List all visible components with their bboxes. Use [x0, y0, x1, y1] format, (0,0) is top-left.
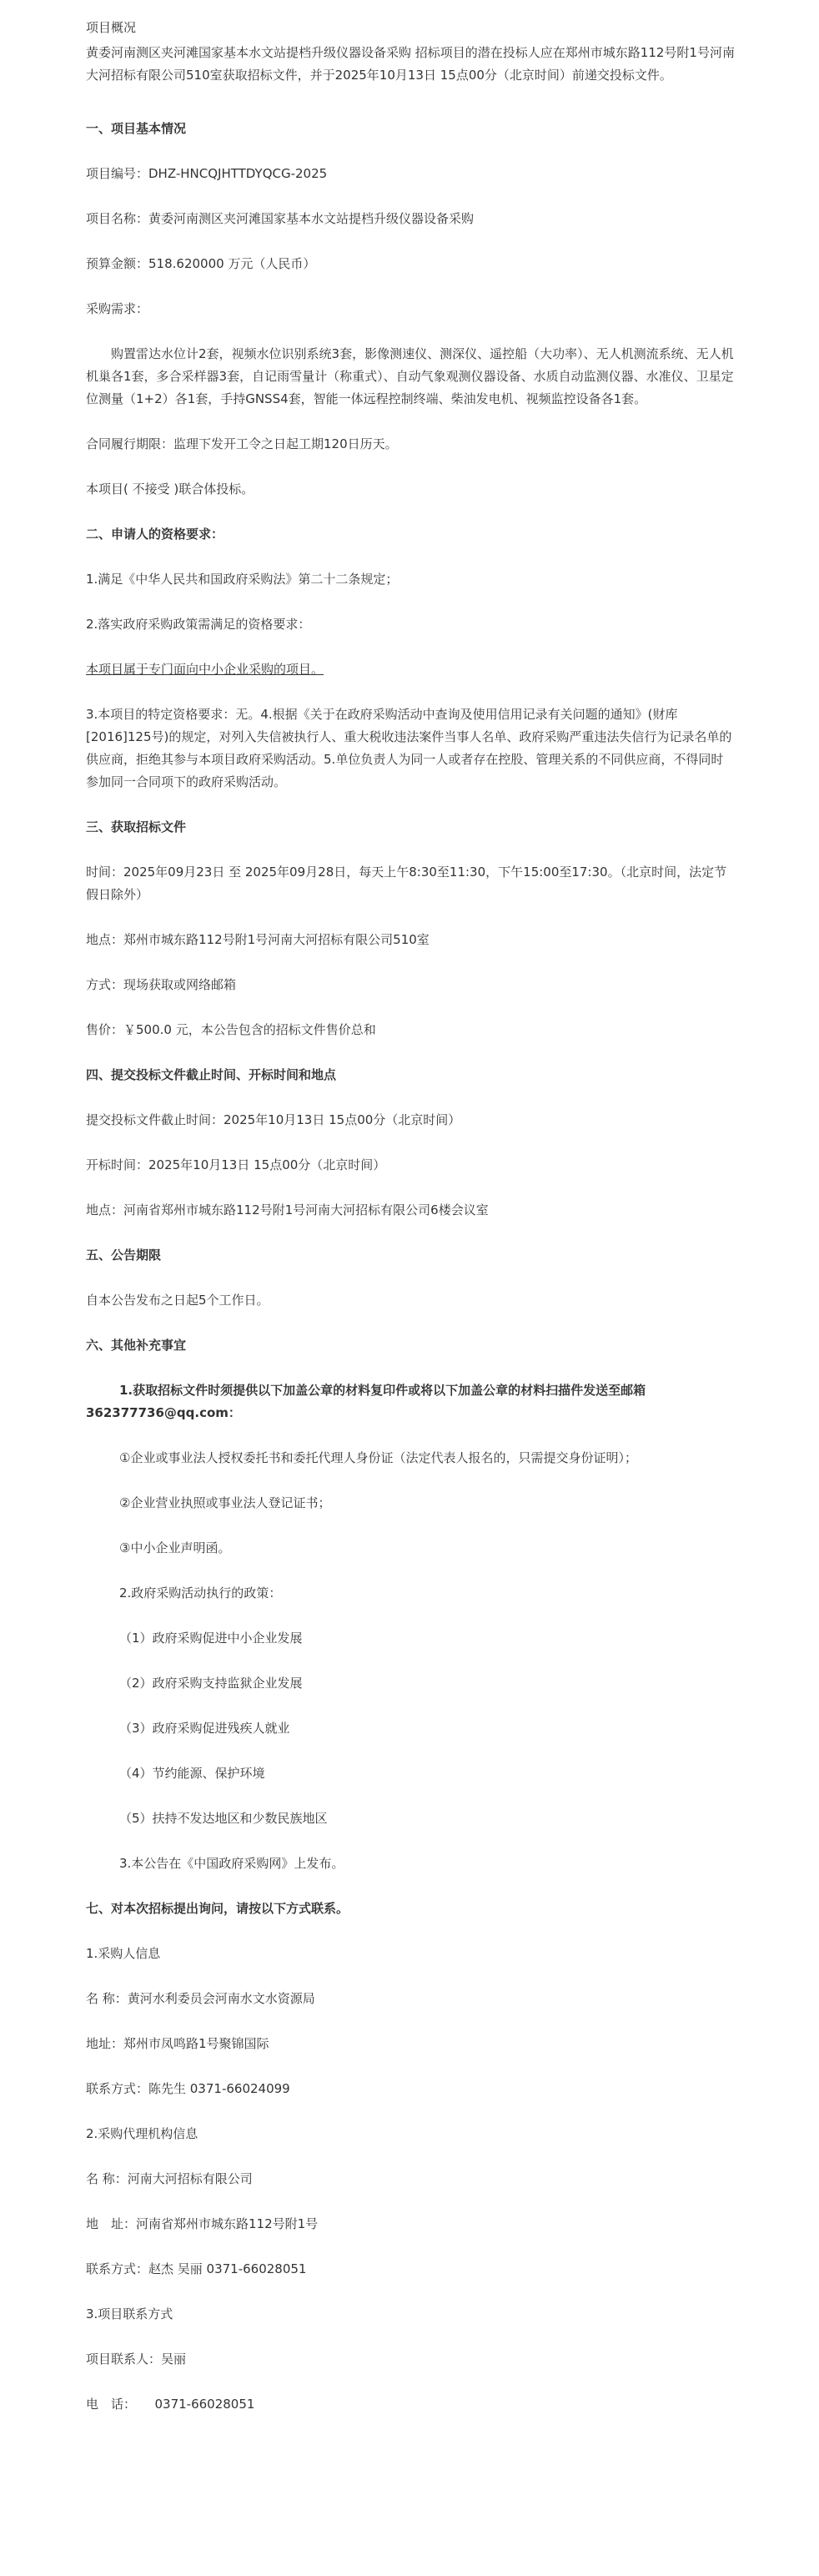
project-contact-phone: 电 话： 0371-66028051: [86, 2397, 255, 2412]
qualification-1: 1.满足《中华人民共和国政府采购法》第二十二条规定；: [86, 572, 399, 587]
intro-title: 项目概况: [86, 20, 137, 35]
intro-text: 黄委河南测区夹河滩国家基本水文站提档升级仪器设备采购 招标项目的潜在投标人应在郑州市城东路112号附1号河南大河招标有限公司510室获取招标文件，并于2025年10月13日 15点00分（北京时间）前递交投标文件。: [86, 45, 735, 83]
budget: 预算金额：518.620000 万元（人民币）: [86, 256, 316, 271]
notice-period: 自本公告发布之日起5个工作日。: [86, 1293, 269, 1308]
policy-2: （2）政府采购支持监狱企业发展: [119, 1676, 303, 1691]
qualification-2: 2.落实政府采购政策需满足的资格要求：: [86, 617, 311, 632]
section2-heading: 二、申请人的资格要求：: [86, 527, 224, 542]
policy-5: （5）扶持不发达地区和少数民族地区: [119, 1811, 328, 1826]
material-1: ①企业或事业法人授权委托书和委托代理人身份证（法定代表人报名的，只需提交身份证明）；: [119, 1450, 637, 1465]
qualification-3: 3.本项目的特定资格要求：无。4.根据《关于在政府采购活动中查询及使用信用记录有关问题的通知》(财库[2016]125号)的规定，对列入失信被执行人、重大税收违法案件当事人名单、政府采购严重违法失信行为记录名单的供应商，拒绝其参与本项目政府采购活动。5.单位负责人为同一人或者存在控股、管理关系的不同供应商，不得同时参加同一合同项下的政府采购活动。: [86, 707, 732, 789]
sme-statement: 本项目属于专门面向中小企业采购的项目。: [86, 662, 324, 677]
material-2: ②企业营业执照或事业法人登记证书；: [119, 1495, 331, 1510]
policy-1: （1）政府采购促进中小企业发展: [119, 1631, 303, 1646]
bid-deadline: 提交投标文件截止时间：2025年10月13日 15点00分（北京时间）: [86, 1112, 461, 1127]
agent-title: 2.采购代理机构信息: [86, 2126, 198, 2141]
contract-period: 合同履行期限：监理下发开工令之日起工期120日历天。: [86, 436, 398, 451]
section4-heading: 四、提交投标文件截止时间、开标时间和地点: [86, 1067, 337, 1082]
policy-4: （4）节约能源、保护环境: [119, 1766, 265, 1781]
material-3: ③中小企业声明函。: [119, 1540, 231, 1555]
section5-heading: 五、公告期限: [86, 1248, 162, 1263]
bid-opening: 开标时间：2025年10月13日 15点00分（北京时间）: [86, 1157, 386, 1172]
agent-address: 地 址：河南省郑州市城东路112号附1号: [86, 2216, 319, 2231]
note-3: 3.本公告在《中国政府采购网》上发布。: [119, 1856, 344, 1871]
note1-line1: 1.获取招标文件时须提供以下加盖公章的材料复印件或将以下加盖公章的材料扫描件发送至邮箱: [119, 1383, 646, 1398]
section3-heading: 三、获取招标文件: [86, 819, 187, 834]
project-number: 项目编号：DHZ-HNCQJHTTDYQCG-2025: [86, 166, 328, 181]
section1-heading: 一、项目基本情况: [86, 121, 187, 136]
buyer-name: 名 称：黄河水利委员会河南水文水资源局: [86, 1991, 315, 2006]
consortium: 本项目( 不接受 )联合体投标。: [86, 481, 254, 497]
bid-place: 地点：河南省郑州市城东路112号附1号河南大河招标有限公司6楼会议室: [86, 1202, 489, 1217]
agent-name: 名 称：河南大河招标有限公司: [86, 2171, 253, 2186]
buyer-title: 1.采购人信息: [86, 1946, 161, 1961]
project-name: 项目名称：黄委河南测区夹河滩国家基本水文站提档升级仪器设备采购: [86, 211, 475, 226]
buyer-contact: 联系方式：陈先生 0371-66024099: [86, 2081, 290, 2096]
demand-label: 采购需求：: [86, 301, 149, 316]
demand-text: 购置雷达水位计2套，视频水位识别系统3套，影像测速仪、测深仪、遥控船（大功率）、无人机测流系统、无人机机巢各1套，多合采样器3套，自记雨雪量计（称重式）、自动气象观测仪器设备、水质自动监测仪器、水准仪、卫星定位测量（1+2）各1套，手持GNSS4套，智能一体远程控制终端、柴油发电机、视频监控设备各1套。: [86, 346, 734, 406]
note1-email: 362377736@qq.com：: [86, 1405, 241, 1420]
obtain-price: 售价：￥500.0 元，本公告包含的招标文件售价总和: [86, 1022, 376, 1037]
policy-title: 2.政府采购活动执行的政策：: [119, 1585, 282, 1601]
section6-heading: 六、其他补充事宜: [86, 1338, 187, 1353]
section7-heading: 七、对本次招标提出询问，请按以下方式联系。: [86, 1901, 349, 1916]
project-contact-person: 项目联系人：吴丽: [86, 2352, 187, 2367]
obtain-place: 地点：郑州市城东路112号附1号河南大河招标有限公司510室: [86, 932, 430, 947]
obtain-method: 方式：现场获取或网络邮箱: [86, 977, 237, 992]
buyer-address: 地址：郑州市凤鸣路1号聚锦国际: [86, 2036, 269, 2051]
obtain-time: 时间：2025年09月23日 至 2025年09月28日，每天上午8:30至11:30，下午15:00至17:30。（北京时间，法定节假日除外）: [86, 865, 727, 902]
policy-3: （3）政府采购促进残疾人就业: [119, 1721, 290, 1736]
agent-contact: 联系方式：赵杰 吴丽 0371-66028051: [86, 2261, 307, 2276]
project-contact-title: 3.项目联系方式: [86, 2306, 173, 2321]
